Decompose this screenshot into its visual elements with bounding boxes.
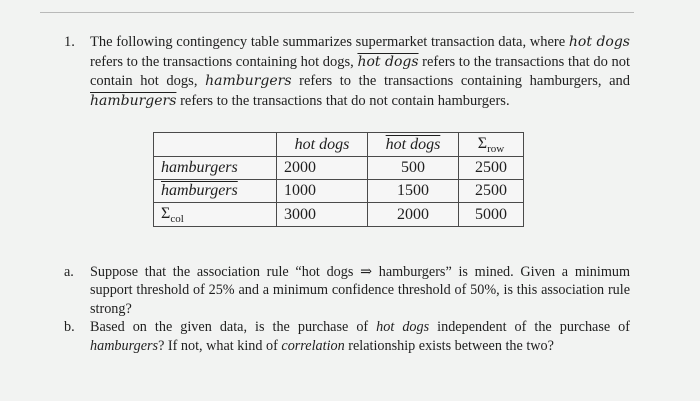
sigma-subscript: col: [170, 213, 184, 225]
header-not-hot-dogs: hot dogs: [368, 133, 459, 157]
question-number: 1.: [64, 34, 75, 50]
text-span: relationship exists between the two?: [348, 337, 554, 354]
intro-text-5: refers to the transactions that do not contain hamburgers.: [180, 92, 510, 109]
row-label-sum-col: [154, 203, 277, 227]
table-row: [154, 203, 524, 227]
emphasis-hot-dogs: hot dogs: [376, 319, 430, 336]
term-not-hamburgers: hamburgers: [90, 92, 177, 109]
table-row: [154, 180, 524, 203]
top-rule: [40, 12, 634, 13]
table-header-row: [154, 133, 524, 157]
emphasis-correlation: correlation: [281, 337, 345, 354]
table-cell: 5000: [459, 203, 524, 227]
header-hot-dogs: hot dogs: [277, 133, 368, 157]
sub-question-label: a.: [64, 264, 74, 280]
table-cell: 500: [368, 157, 459, 180]
sub-question-text: Suppose that the association rule “hot dogs ⇒ hamburgers” is mined. Given a minimum support threshold of 25% and a minimum confidence threshold of 50%, is this association rule strong?: [90, 264, 630, 317]
sub-question-label: b.: [64, 319, 75, 336]
intro-text-1: The following contingency table summarizes supermarket transaction data, where: [90, 34, 566, 50]
term-hot-dogs: hot dogs: [568, 34, 630, 50]
intro-text-2: refers to the transactions containing hot dogs,: [90, 53, 354, 70]
table-cell: 1500: [368, 180, 459, 203]
row-label-not-hamburgers: hamburgers: [154, 180, 277, 203]
table-row: [154, 157, 524, 180]
contingency-table: [153, 132, 524, 227]
table-cell: 2500: [459, 157, 524, 180]
term-not-hot-dogs: hot dogs: [357, 53, 419, 70]
text-span: ? If not, what kind of: [158, 337, 278, 354]
table-cell: 1000: [277, 180, 368, 203]
question-text: [90, 33, 630, 111]
sub-question-a: [64, 263, 630, 318]
sub-question-text: [90, 318, 630, 355]
header-sum-row: [459, 133, 524, 157]
sigma-subscript: row: [487, 143, 505, 155]
text-span: independent of the purchase of: [437, 319, 631, 336]
text-span: Based on the given data, is the purchase of: [90, 319, 369, 336]
row-label-hamburgers: hamburgers: [154, 157, 277, 180]
table-corner-cell: [154, 133, 277, 157]
term-hamburgers: hamburgers: [205, 73, 292, 89]
table-cell: 2000: [277, 157, 368, 180]
table-cell: 3000: [277, 203, 368, 227]
table-cell: 2000: [368, 203, 459, 227]
intro-text-4: refers to the transactions containing hamburgers, and: [299, 73, 631, 89]
sub-questions: [64, 263, 630, 355]
intro-text-3: refers to the transactions that do not contain hot dogs,: [90, 53, 631, 89]
table-cell: 2500: [459, 180, 524, 203]
emphasis-hamburgers: hamburgers: [90, 337, 159, 354]
sigma-symbol: Σ: [161, 205, 171, 222]
sigma-symbol: Σ: [477, 135, 488, 152]
sub-question-b: [64, 318, 630, 355]
